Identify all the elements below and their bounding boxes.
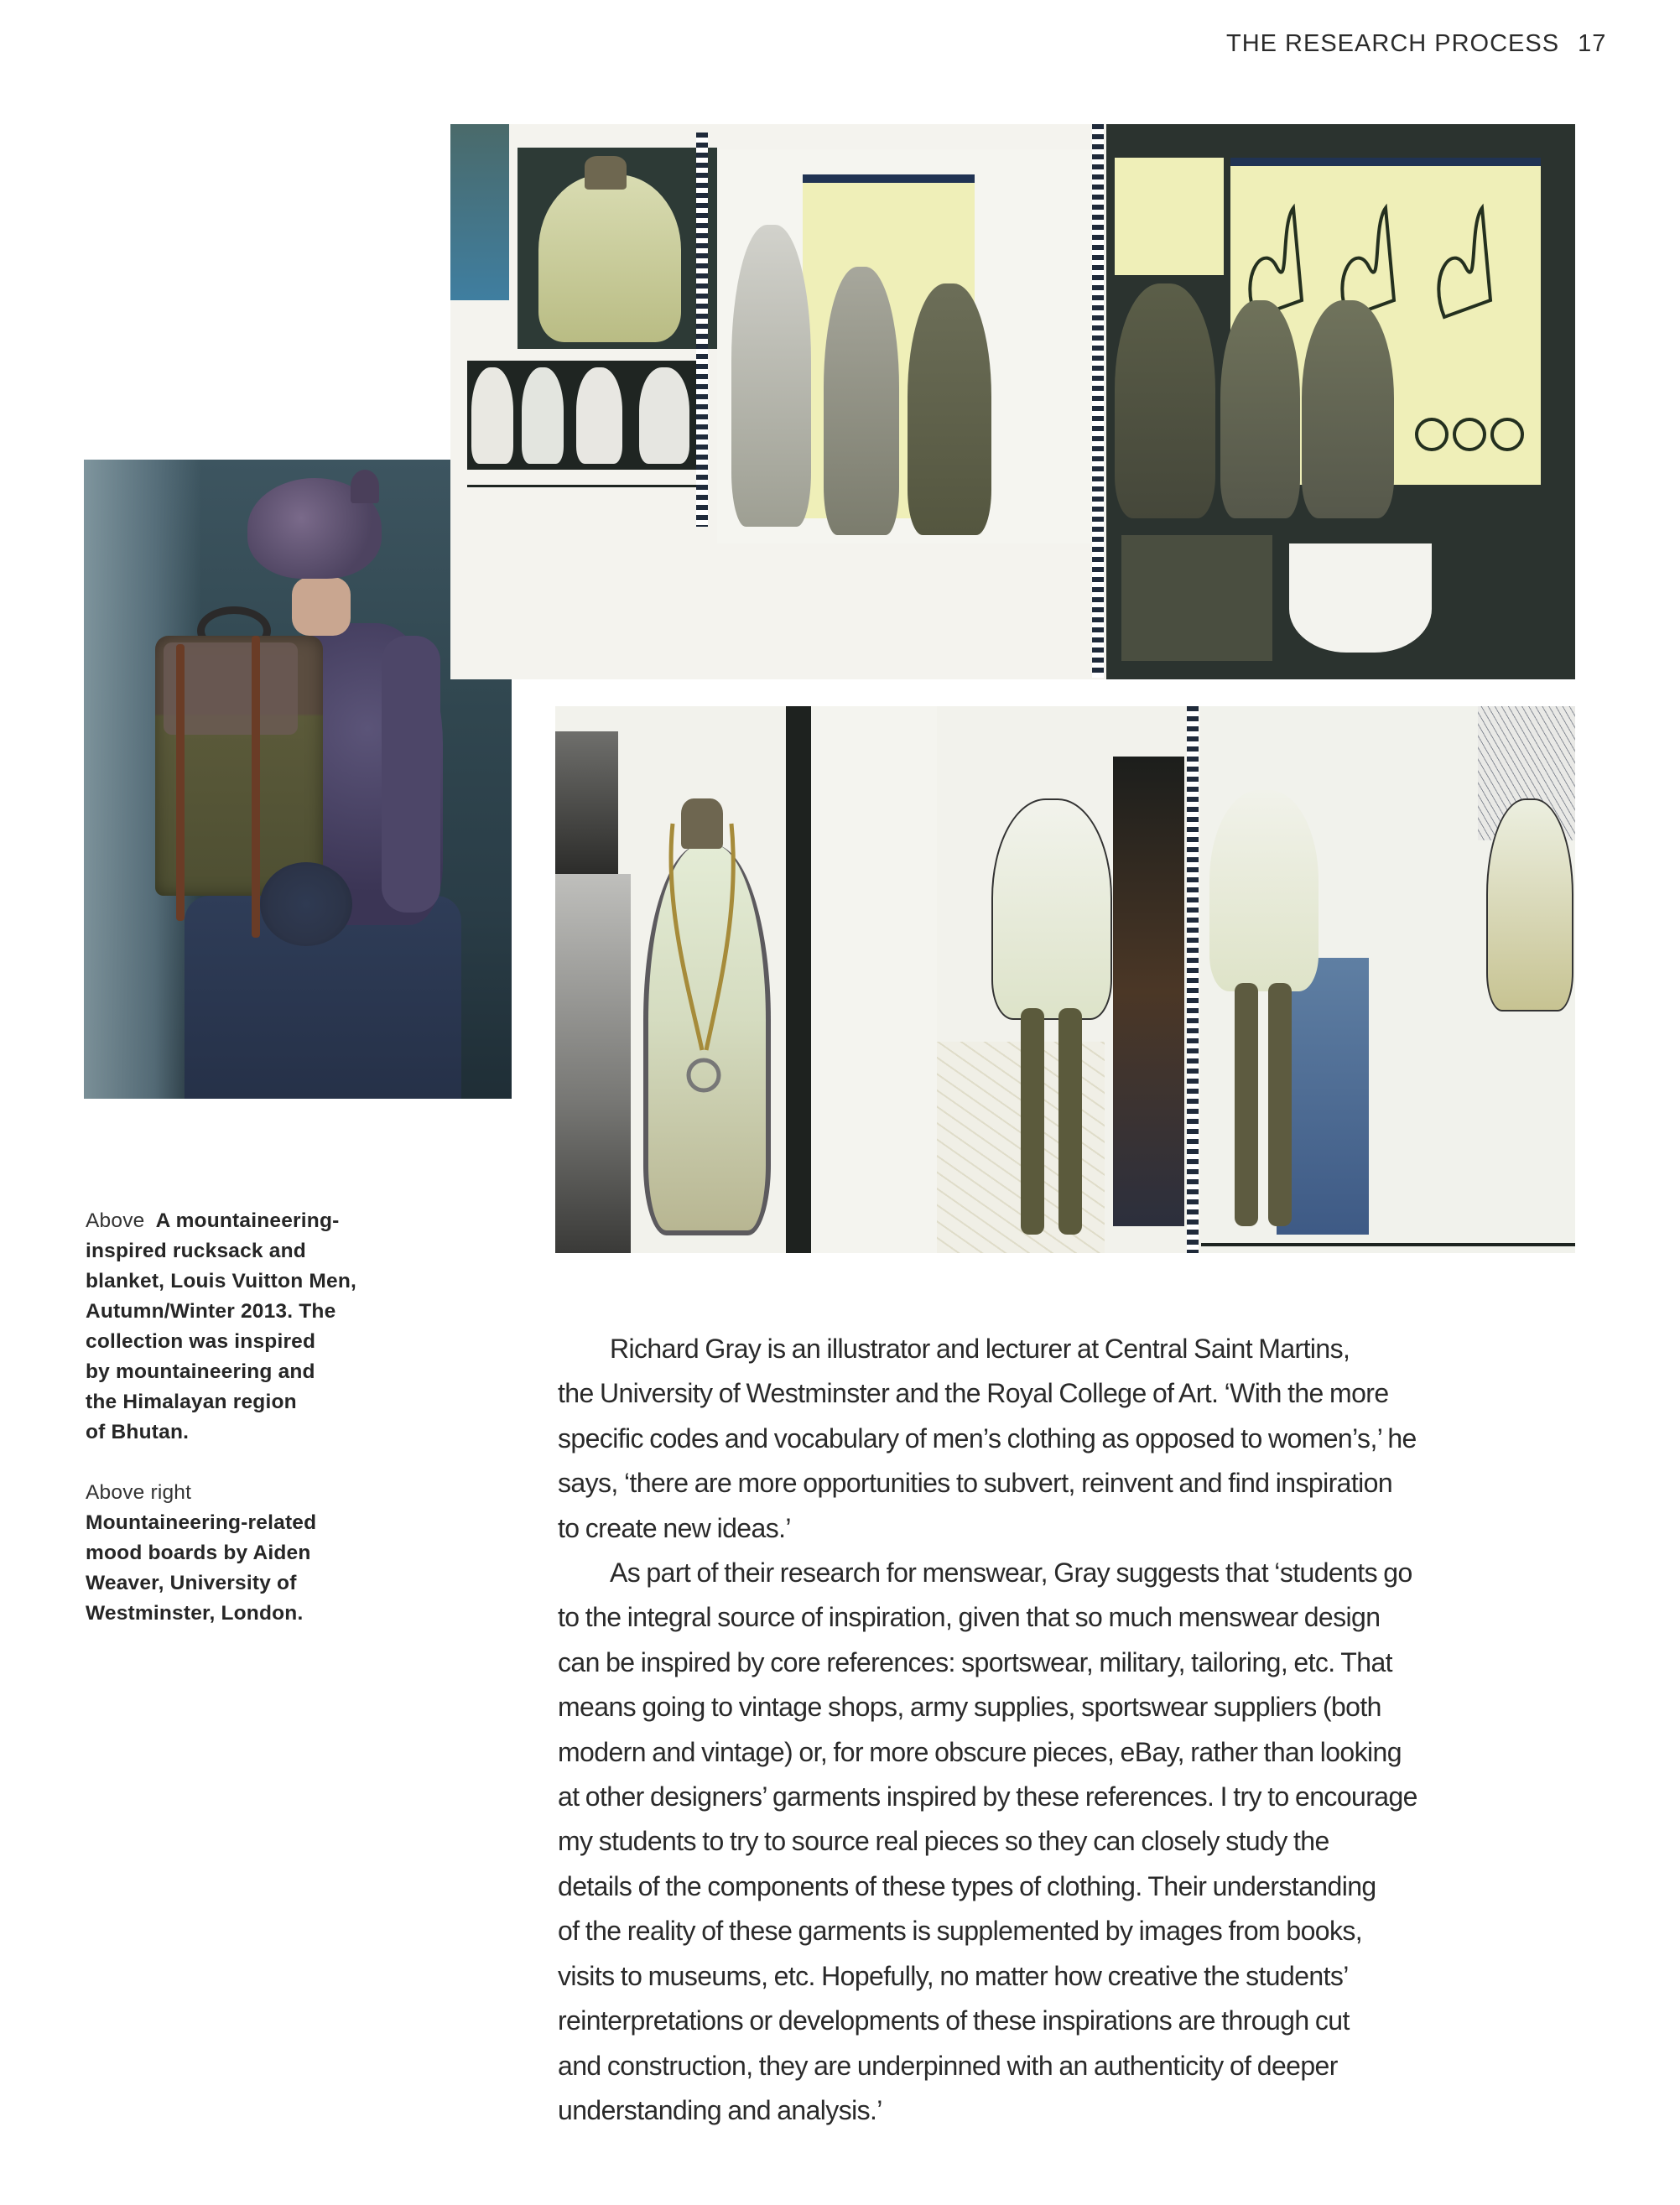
- figure-leg: [1058, 1008, 1082, 1235]
- white-pocket-detail: [1289, 543, 1432, 653]
- caption-line: Autumn/Winter 2013. The: [86, 1300, 336, 1323]
- rule: [467, 485, 706, 487]
- caption-line: Mountaineering-related: [86, 1511, 317, 1534]
- dress-form: [908, 283, 991, 535]
- harness-detail: [1121, 535, 1272, 661]
- dress-form: [1220, 300, 1300, 518]
- strap-right: [252, 636, 260, 938]
- paragraph-2-line: means going to vintage shops, army supplies, sportswear suppliers (both: [558, 1692, 1381, 1723]
- paragraph-2-line: reinterpretations or developments of these inspirations are through cut: [558, 2005, 1350, 2036]
- paragraph-2-line: and construction, they are underpinned with an authenticity of deeper: [558, 2050, 1338, 2081]
- paragraph-2-line: details of the components of these types of clothing. Their understanding: [558, 1870, 1376, 1901]
- dress-form: [1302, 300, 1394, 518]
- hat-ear-shape: [351, 470, 379, 503]
- dress-form: [1115, 283, 1215, 518]
- page-number: 17: [1578, 30, 1607, 57]
- paragraph-1-line: says, ‘there are more opportunities to subvert, reinvent and find inspiration: [558, 1468, 1393, 1499]
- caption-line: of Bhutan.: [86, 1421, 190, 1443]
- back-view-form: [522, 367, 564, 464]
- section-title: THE RESEARCH PROCESS: [1226, 30, 1560, 57]
- caption-line: Westminster, London.: [86, 1602, 304, 1625]
- back-view-form: [639, 367, 689, 464]
- quilted-gilet-form: [538, 174, 681, 342]
- running-head: [1226, 30, 1606, 58]
- paragraph-2-line: at other designers’ garments inspired by these references. I try to encourage: [558, 1781, 1417, 1812]
- caption-line: Weaver, University of: [86, 1572, 297, 1594]
- moodboard-bottom-photo: [555, 706, 1575, 1253]
- paragraph-1-line: Richard Gray is an illustrator and lecturer at Central Saint Martins,: [610, 1334, 1350, 1364]
- yellow-panel: [1115, 158, 1224, 275]
- bw-climber-photo: [555, 874, 631, 1253]
- dress-form: [824, 267, 899, 535]
- caption-label: Above right: [86, 1481, 192, 1504]
- paragraph-2-line: As part of their research for menswear, Gray suggests that ‘students go: [610, 1558, 1412, 1589]
- caption-line: A mountaineering-: [155, 1209, 340, 1232]
- form-neck: [585, 156, 627, 190]
- figure-sketch: [1486, 798, 1573, 1011]
- figure-jacket-sketch: [991, 798, 1112, 1020]
- paragraph-2-line: my students to try to source real pieces so they can closely study the: [558, 1826, 1329, 1857]
- spiral-binding: [696, 133, 708, 527]
- caption-label: Above: [86, 1209, 145, 1232]
- paragraph-2-line: to the integral source of inspiration, given that so much menswear design: [558, 1602, 1381, 1633]
- spiral-binding: [1092, 124, 1104, 678]
- back-view-form: [471, 367, 513, 464]
- caption-above-right: [86, 1478, 387, 1629]
- caption-line: blanket, Louis Vuitton Men,: [86, 1270, 356, 1292]
- figure-leg: [1021, 1008, 1044, 1235]
- blue-garment-fragment: [450, 124, 509, 300]
- form-leg: [1235, 983, 1258, 1226]
- rule: [1201, 1243, 1575, 1246]
- paragraph-1-line: the University of Westminster and the Royal College of Art. ‘With the more: [558, 1378, 1389, 1409]
- caption-above: [86, 1206, 387, 1448]
- dark-divider-strip: [786, 706, 811, 1253]
- paragraph-1-line: specific codes and vocabulary of men’s clothing as opposed to women’s,’ he: [558, 1422, 1417, 1454]
- paragraph-2-line: of the reality of these garments is supplemented by images from books,: [558, 1916, 1363, 1947]
- moodboard-top-photo: [450, 124, 1575, 679]
- dress-form: [731, 225, 811, 527]
- form-leg: [1268, 983, 1292, 1226]
- arm-shape: [382, 636, 440, 913]
- caption-line: the Himalayan region: [86, 1391, 297, 1413]
- caption-line: inspired rucksack and: [86, 1240, 306, 1262]
- strap-left: [176, 644, 185, 921]
- bw-photo-fragment: [555, 731, 618, 874]
- paragraph-2-line: understanding and analysis.’: [558, 2094, 882, 2125]
- caption-line: collection was inspired: [86, 1330, 316, 1353]
- rucksack-photo: [84, 460, 512, 1099]
- spiral-binding: [1187, 706, 1199, 1253]
- back-view-form: [576, 367, 622, 464]
- blue-header-bar: [803, 174, 975, 183]
- paragraph-2-line: modern and vintage) or, for more obscure pieces, eBay, rather than looking: [558, 1736, 1402, 1767]
- caption-line: by mountaineering and: [86, 1360, 315, 1383]
- neck-shape: [292, 577, 351, 636]
- quilted-form: [1209, 790, 1319, 991]
- body-text: [558, 1327, 1606, 2133]
- dark-photo-strip: [1113, 757, 1184, 1226]
- blanket-roll: [260, 862, 352, 946]
- paragraph-1-line: to create new ideas.’: [558, 1512, 791, 1543]
- paragraph-2-line: visits to museums, etc. Hopefully, no matter how creative the students’: [558, 1960, 1349, 1991]
- rope-harness-icon: [639, 807, 773, 1126]
- white-page: [811, 706, 937, 1253]
- paragraph-2-line: can be inspired by core references: sportswear, military, tailoring, etc. That: [558, 1646, 1392, 1677]
- caption-line: mood boards by Aiden: [86, 1542, 311, 1564]
- blue-header-bar: [1230, 158, 1541, 166]
